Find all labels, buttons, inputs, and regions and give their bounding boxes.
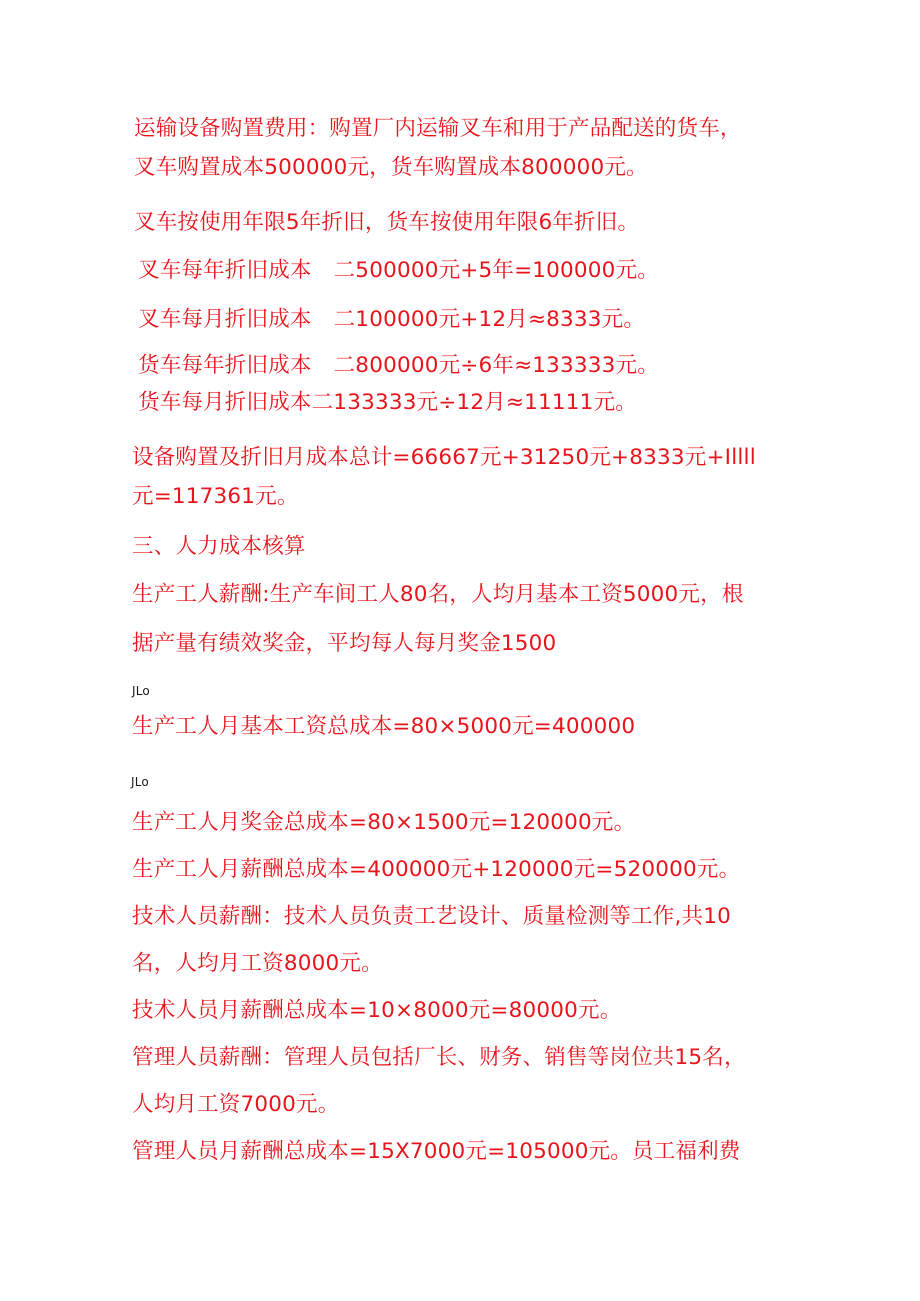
truck-yearly-formula: 二800000元÷6年≈133333元。 <box>333 353 659 378</box>
text-line-base-salary-total: 生产工人月基本工资总成本=80×5000元=400000 <box>132 714 636 739</box>
text-line-truck-monthly <box>138 388 637 418</box>
text-line-technical-pay-total: 技术人员月薪酬总成本=10×8000元=80000元。 <box>132 998 622 1023</box>
text-line-production-worker-pay: 生产工人薪酬:生产车间工人80名，人均月基本工资5000元，根 <box>132 582 744 607</box>
text-line-transport-equipment: 运输设备购置费用：购置厂内运输叉车和用于产品配送的货车， <box>134 116 742 141</box>
truck-monthly-label: 货车每月折旧成本 <box>138 390 312 415</box>
text-line-forklift-yearly <box>138 256 659 286</box>
truck-monthly-formula: 二133333元÷12月≈11111元。 <box>311 390 637 415</box>
text-fragment-jlo-1: JLo <box>132 684 150 698</box>
text-fragment-jlo-2: JLo <box>131 775 149 789</box>
text-line-forklift-monthly <box>138 305 645 335</box>
text-line-technical-staff-pay: 技术人员薪酬：技术人员负责工艺设计、质量检测等工作,共10 <box>132 904 731 929</box>
text-line-equipment-total-result: 元=117361元。 <box>132 484 299 509</box>
text-line-truck-yearly <box>138 351 659 381</box>
text-line-management-pay-total: 管理人员月薪酬总成本=15X7000元=105000元。员工福利费 <box>132 1139 741 1164</box>
forklift-yearly-label: 叉车每年折旧成本 <box>138 258 312 283</box>
text-line-worker-pay-total: 生产工人月薪酬总成本=400000元+120000元=520000元。 <box>132 857 741 882</box>
forklift-monthly-formula: 二100000元+12月≈8333元。 <box>333 307 646 332</box>
text-line-bonus: 据产量有绩效奖金，平均每人每月奖金1500 <box>132 631 557 656</box>
section-heading-labor-cost: 三、人力成本核算 <box>132 534 306 559</box>
forklift-yearly-formula: 二500000元+5年=100000元。 <box>333 258 659 283</box>
text-line-technical-staff-salary: 名，人均月工资8000元。 <box>132 951 383 976</box>
text-line-depreciation-years: 叉车按使用年限5年折旧，货车按使用年限6年折旧。 <box>134 210 640 235</box>
text-line-purchase-cost: 叉车购置成本500000元，货车购置成本800000元。 <box>134 155 648 180</box>
text-line-bonus-total: 生产工人月奖金总成本=80×1500元=120000元。 <box>132 810 636 835</box>
text-line-equipment-total: 设备购置及折旧月成本总计=66667元+31250元+8333元+Illll <box>132 445 756 470</box>
text-line-management-salary: 人均月工资7000元。 <box>132 1092 340 1117</box>
text-line-management-pay: 管理人员薪酬：管理人员包括厂长、财务、销售等岗位共15名， <box>132 1045 746 1070</box>
truck-yearly-label: 货车每年折旧成本 <box>138 353 312 378</box>
forklift-monthly-label: 叉车每月折旧成本 <box>138 307 312 332</box>
